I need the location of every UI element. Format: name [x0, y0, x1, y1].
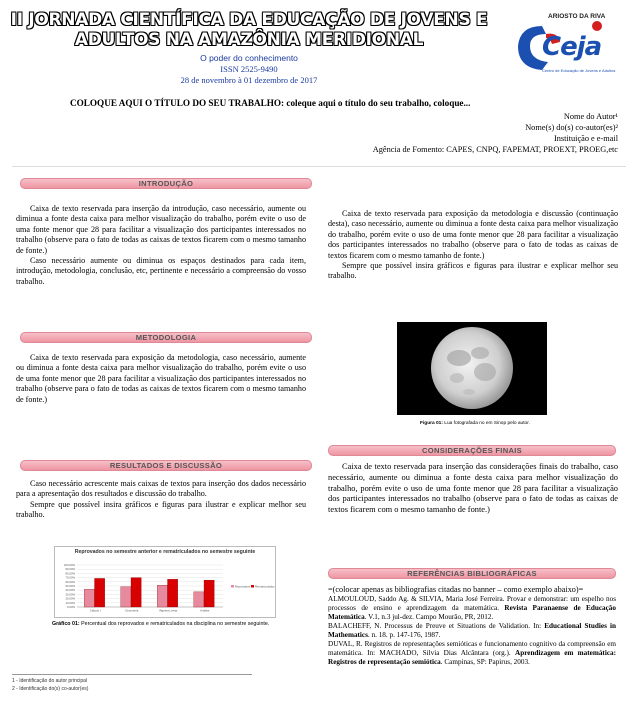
chart-bar: [131, 578, 141, 607]
footnote-divider: [12, 674, 252, 675]
event-dates: 28 de novembro à 01 dezembro de 2017: [180, 75, 318, 85]
event-issn: ISSN 2525-9490: [220, 64, 278, 74]
chart-x-tick-label: Análise: [200, 608, 210, 613]
event-title-line1: II JORNADA CIENTÍFICA DA EDUCAÇÃO DE JOVENS E: [10, 10, 488, 30]
work-title: COLOQUE AQUI O TÍTULO DO SEU TRABALHO: coleque aqui o título do seu trabalho, coloque...: [70, 98, 471, 108]
reference-item: [328, 595, 616, 622]
chart-y-tick-label: 80,00%: [65, 571, 75, 576]
funding-agency: Agência de Fomento: CAPES, CNPQ, FAPEMAT, PROEXT, PROEG,etc: [372, 145, 618, 154]
chart-bar: [204, 580, 214, 607]
coauthor-names: Nome(s) do(s) co-autor(es)²: [525, 123, 618, 132]
metodologia-text: [16, 353, 306, 405]
reference-text: . n. 18. p. 147-176, 1987.: [367, 631, 441, 639]
divider: [12, 166, 626, 167]
reference-text: DUVAL, R. Registros de representações semióticas e funcionamento cognitivo da compreensão em matemática. In: MACHADO, Silvia Dias Alcântara (org.).: [328, 640, 616, 657]
figure-caption-text: Lua fotografada no em Sinop pelo autor.: [442, 421, 530, 426]
references-intro: =(colocar apenas as bibliografias citadas no banner – como exemplo abaixo)=: [328, 585, 584, 594]
reference-source: Revista Paranaense de Educação Matemática: [328, 604, 616, 621]
consideracoes-text: [328, 462, 618, 516]
chart-y-tick-label: 40,00%: [65, 588, 75, 593]
author-name: Nome do Autor¹: [563, 112, 618, 121]
chart-y-tick-label: 60,00%: [65, 579, 75, 584]
chart-x-tick-label: Álgebra Linear: [159, 608, 178, 613]
logo-caption: ARIOSTO DA RIVA: [548, 13, 606, 20]
chart-y-tick-label: 50,00%: [65, 584, 75, 588]
reference-text: . Campinas, SP: Papirus, 2003.: [440, 658, 530, 666]
chart-bar: [121, 587, 131, 607]
resultados-text: [16, 479, 306, 521]
chart-legend-label: Rematriculados: [255, 584, 275, 589]
chart-legend-label: Reprovados: [235, 584, 251, 589]
resultados-p1: Caso necessário acrescente mais caixas de textos para inserção dos dados necessário para a apresentação dos resultados e discussão do trabalho.: [16, 479, 306, 499]
logo-small-text: Centro de Educação de Jovens e Adultos: [542, 68, 616, 73]
institution: Instituição e e-mail: [553, 134, 618, 143]
footnote-1: 1 - Identificação do autor principal: [12, 678, 88, 684]
chart-y-tick-label: 30,00%: [65, 592, 75, 597]
chart-caption-label: Gráfico 01:: [52, 621, 80, 627]
chart-legend-swatch: [251, 585, 254, 588]
chart-y-tick-label: 10,00%: [65, 600, 75, 605]
figure-caption: [420, 421, 530, 426]
section-heading-resultados: RESULTADOS E DISCUSSÃO: [20, 460, 312, 471]
section-heading-consideracoes: CONSIDERAÇÕES FINAIS: [328, 445, 616, 456]
reference-item: [328, 622, 616, 640]
resultados-p2: Sempre que possível insira gráficos e figuras para ilustrar e explicar melhor seu trabalho.: [16, 499, 306, 520]
event-subtitle: O poder do conhecimento: [200, 53, 298, 63]
chart-y-tick-label: 0,00%: [67, 605, 75, 609]
bar-chart: [54, 546, 276, 618]
right-top-p1: Caixa de texto reservada para exposição da metodologia e discussão (continuação desta), caso necessário, aumente ou diminua a fonte desta caixa para melhor visualização do trabalho, porém evite o uso de uma fonte menor que 28 para facilitar a visualização dos participantes interessados no trabalho (observe para o fato de todas as caixas de textos ficarem com o mesmo tamanho de fonte.): [328, 209, 618, 260]
chart-x-tick-label: Geometria: [125, 608, 139, 613]
metodologia-cont-text: [328, 209, 618, 282]
chart-bar: [157, 585, 167, 607]
references-list: [328, 585, 616, 667]
introducao-p1: Caixa de texto reservada para inserção da introdução, caso necessário, aumente ou diminua a fonte desta caixa para melhor visualização do trabalho, porém evite o uso de uma fonte menor que 28 para facilitar a visualização dos participantes interessados no trabalho (observe para o fato de todas as caixas de textos ficarem com o mesmo tamanho de fonte.): [16, 204, 306, 255]
reference-item: [328, 640, 616, 667]
chart-bar: [194, 592, 204, 607]
chart-title: Reprovados no semestre anterior e rematriculados no semestre seguinte: [74, 549, 256, 555]
section-heading-referencias: REFERÊNCIAS BIBLIOGRÁFICAS: [328, 568, 616, 579]
chart-bar: [84, 589, 94, 607]
chart-y-tick-label: 90,00%: [65, 567, 75, 572]
reference-text: ALMOULOUD, Saddo Ag. & SILVIA, Maria José Ferreira. Provar e demonstrar: um espelho nos processos de ensino e aprendizagem da matemática.: [328, 595, 616, 612]
reference-source: Educational Studies in Mathematics: [328, 622, 616, 639]
right-top-p2: Sempre que possível insira gráficos e figuras para ilustrar e explicar melhor seu trabalho.: [328, 261, 618, 281]
figure-caption-label: Figura 01:: [420, 421, 443, 426]
logo-word: Ceja: [542, 32, 602, 62]
chart-caption: [52, 621, 269, 627]
moon-photo: [397, 322, 547, 415]
consideracoes-p1: Caixa de texto reservada para inserção das considerações finais do trabalho, caso necessário, aumente ou diminua a fonte desta caixa para melhor visualização do trabalho, porém evite o uso de uma fonte menor que 28 para facilitar a visualização dos participantes interessados no trabalho (observe para o fato de todas as caixas de textos ficarem com o mesmo tamanho de fonte.): [328, 462, 618, 515]
section-heading-metodologia: METODOLOGIA: [20, 332, 312, 343]
introducao-text: [16, 204, 306, 287]
chart-y-tick-label: 20,00%: [65, 596, 75, 601]
reference-text: BALACHEFF, N. Processus de Preuve et Situations de Validation. In:: [328, 622, 545, 630]
metodologia-p1: Caixa de texto reservada para exposição da metodologia, caso necessário, aumente ou diminua a fonte desta caixa para melhor visualização do trabalho, porém evite o uso de uma fonte menor que 28 para facilitar a visualização dos participantes interessados no trabalho (observe para o fato de todas as caixas de textos ficarem com o mesmo tamanho de fonte.): [16, 353, 306, 404]
chart-caption-text: Percentual dos reprovados e rematriculados na disciplina no semestre seguinte.: [79, 621, 270, 627]
chart-legend-swatch: [231, 585, 234, 588]
reference-source: Aprendizagem em matemática: Registros de representação semiótica: [328, 649, 617, 666]
chart-y-tick-label: 70,00%: [65, 575, 75, 580]
ceja-logo: [512, 10, 624, 86]
chart-bar: [168, 579, 178, 607]
chart-x-tick-label: Cálculo I: [89, 608, 101, 613]
reference-text: . V.1, n.3 jul-dez. Campo Mourão, PR, 2012.: [364, 613, 494, 621]
section-heading-introducao: INTRODUÇÃO: [20, 178, 312, 189]
footnote-2: 2 - Identificação do(s) co-autor(es): [12, 686, 89, 692]
introducao-p2: Caso necessário aumente ou diminua os espaços destinados para cada item, introdução, metodologia, conclusão, etc, pertinente e necessário a compreensão do vosso trabalho.: [16, 256, 306, 286]
chart-bar: [95, 578, 105, 607]
chart-plot: [55, 547, 275, 617]
event-title-line2: ADULTOS NA AMAZÔNIA MERIDIONAL: [74, 30, 424, 50]
chart-y-tick-label: 100,00%: [63, 563, 75, 567]
